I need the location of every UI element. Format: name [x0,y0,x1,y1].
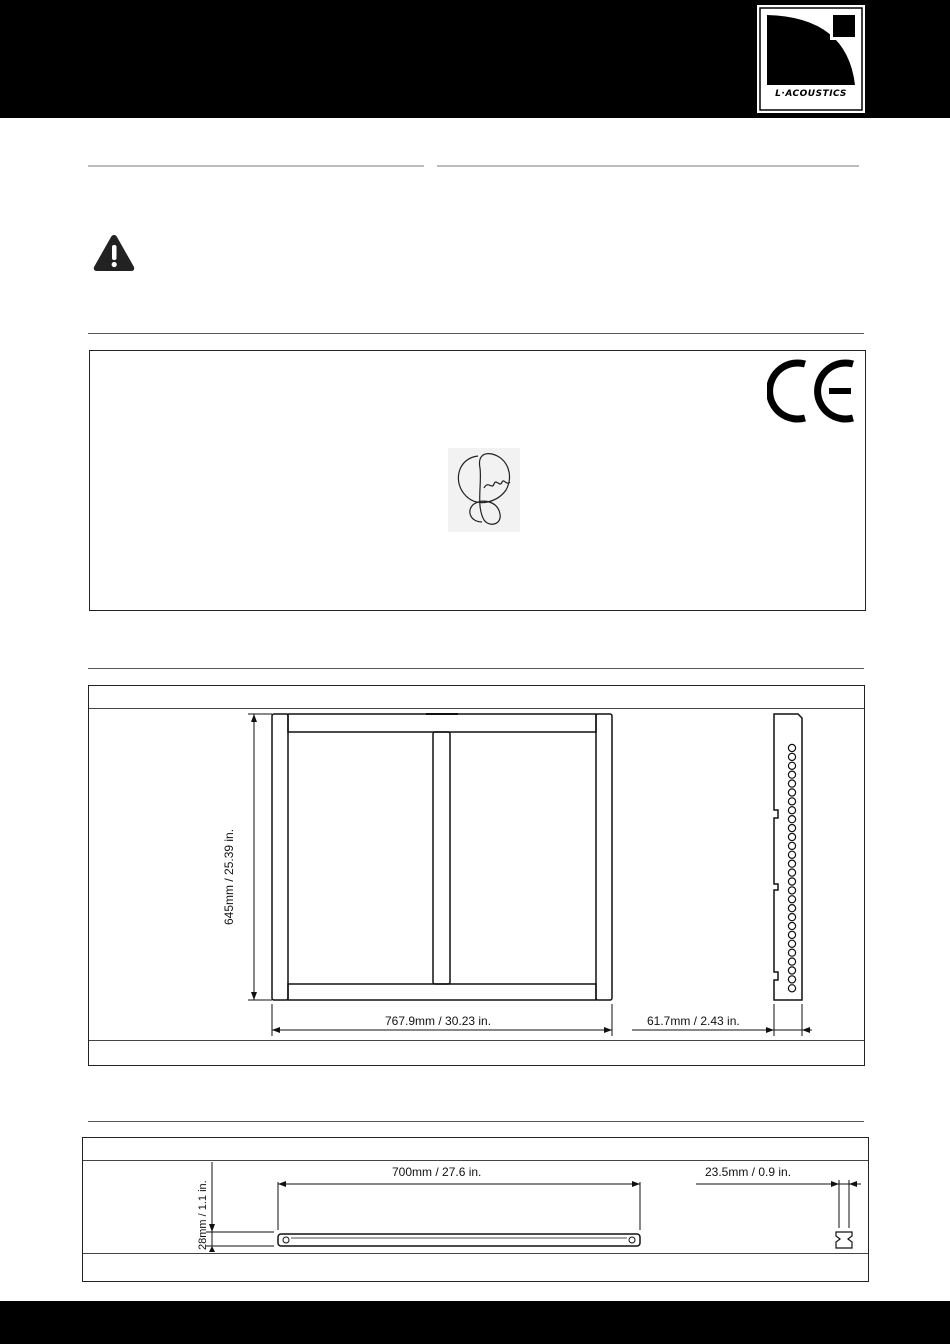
footer-bar [0,1301,950,1344]
box-footer-divider [89,1040,864,1041]
rigging-hole [788,878,795,885]
rigging-hole [788,940,795,947]
rigging-hole [788,860,795,867]
box-header-divider [83,1160,868,1161]
ce-mark-icon [767,356,861,426]
rigging-hole [788,771,795,778]
rigging-hole [788,887,795,894]
rigging-hole [788,985,795,992]
bar-depth-label: 23.5mm / 0.9 in. [705,1165,792,1179]
bar-length-label: 700mm / 27.6 in. [392,1165,482,1179]
rigging-hole [788,744,795,751]
rigging-hole [788,958,795,965]
signature [448,448,520,532]
rigging-hole [788,851,795,858]
section-rule [88,165,424,167]
rigging-hole [788,842,795,849]
logo-wordmark: L·ACOUSTICS [775,89,847,99]
section-rule [88,668,864,669]
rigging-hole [788,833,795,840]
rigging-hole [788,753,795,760]
rigging-hole [788,949,795,956]
rigging-hole [788,931,795,938]
rigging-hole [788,789,795,796]
height-dimension-label: 645mm / 25.39 in. [222,828,236,925]
section-rule [88,1121,864,1122]
rigging-hole [788,825,795,832]
width-dimension-label: 767.9mm / 30.23 in. [385,1014,492,1028]
rigging-hole [788,807,795,814]
section-rule [88,333,864,334]
rigging-hole [788,798,795,805]
rigging-hole [788,905,795,912]
front-view-drawing [240,710,830,1040]
bar-height-label: 28mm / 1.1 in. [197,1180,209,1250]
depth-dimension-label: 61.7mm / 2.43 in. [647,1014,740,1028]
rigging-hole [788,896,795,903]
rigging-hole [788,762,795,769]
box-header-divider [89,708,864,709]
rigging-hole [788,869,795,876]
rigging-hole [788,914,795,921]
warning-icon [92,233,136,273]
rigging-hole [788,922,795,929]
rigging-hole [788,976,795,983]
rigging-hole [788,816,795,823]
section-rule [437,165,859,167]
rigging-hole [788,780,795,787]
box-footer-divider [83,1253,868,1254]
rigging-hole [788,967,795,974]
